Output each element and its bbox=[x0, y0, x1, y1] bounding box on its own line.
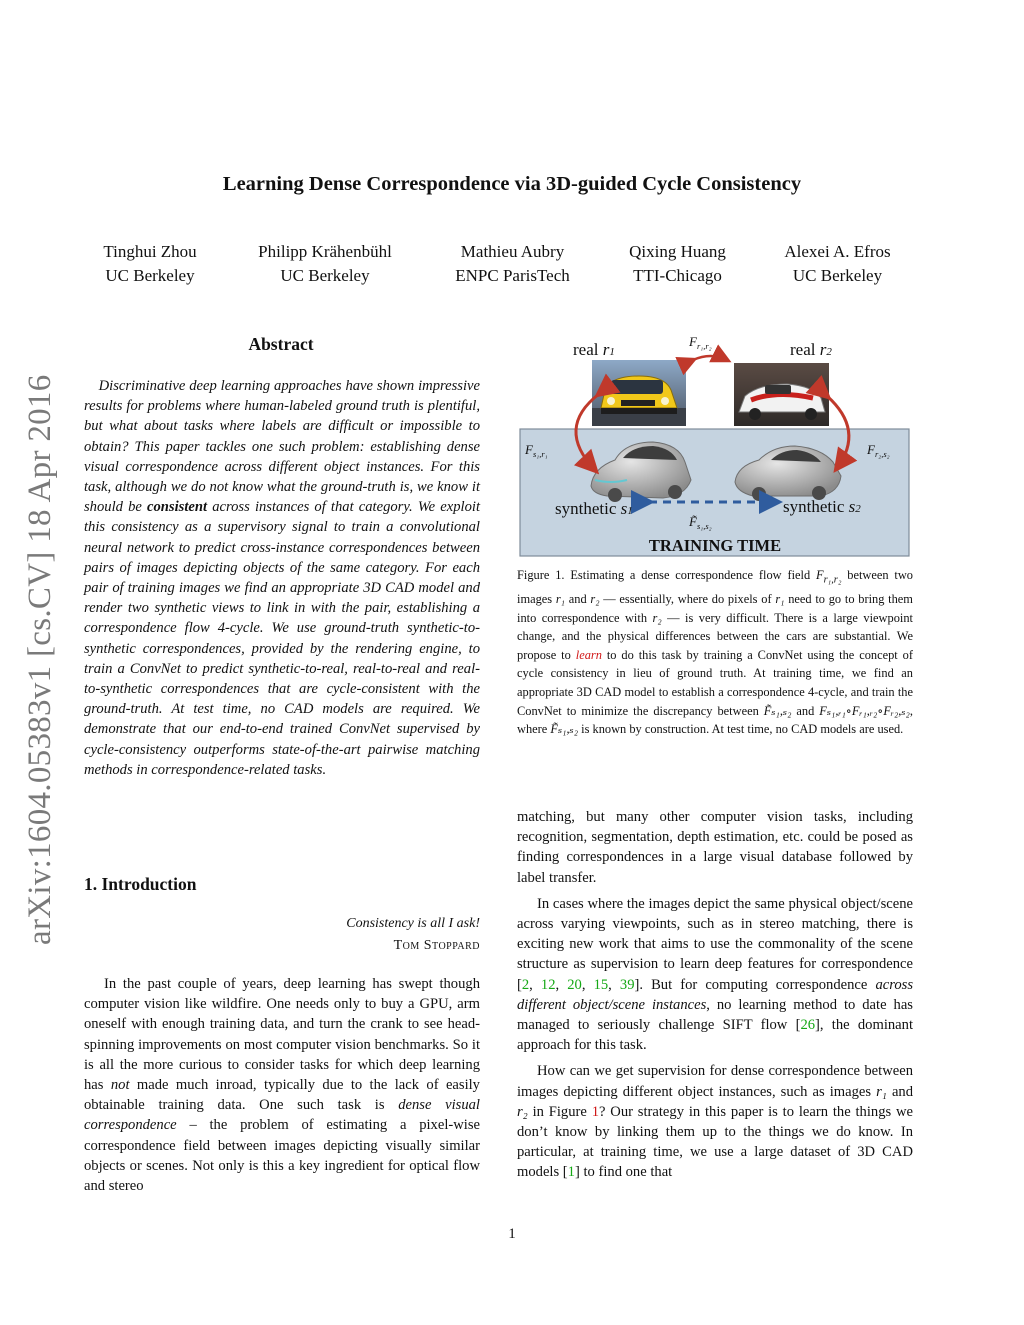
figure-1 bbox=[515, 330, 915, 560]
figure-1-caption: Figure 1. Estimating a dense correspondence flow field $F_{r_1,r_2}$ between two images r₁ and r₂ — essentially, where do pixels of r₁ need to go to bring them into correspondence with r₂ — is very difficult. There is a large viewpoint change, and the physical differences between the cars are substantial. We propose to learn to do this task by training a ConvNet using the concept of cycle consistency in lieu of ground truth. At training time, we find an appropriate 3D CAD model to establish a correspondence 4-cycle, and train the ConvNet to minimize the discrepancy between F̃ₛ₁,ₛ₂ and Fₛ₁,ᵣ₁∘Fᵣ₁,ᵣ₂∘Fᵣ₂,ₛ₂, where F̃ₛ₁,ₛ₂ is known by construction. At test time, no CAD models are used. bbox=[517, 568, 913, 737]
author-block bbox=[430, 240, 595, 288]
citation-link[interactable]: 26 bbox=[800, 1017, 816, 1034]
label-flow-s1-s2: $F̃_{s_1,s_2}$ bbox=[689, 514, 712, 531]
citation-link[interactable]: 15 bbox=[593, 976, 609, 993]
author-block bbox=[235, 240, 415, 288]
intro-paragraph: In the past couple of years, deep learning has swept though computer vision like wildfire. One needs only to buy a GPU, arm oneself with enough training data, and turn the crank to see head-spinning improvements on most computer vision benchmarks. So it is all the more curious to consider tasks for which deep learning has not made much inroad, typically due to the lack of easily obtainable training data. One such task is dense visual correspondence – the problem of estimating a pixel-wise correspondence field between images depicting visually similar objects or scenes. Not only is this a key ingredient for optical flow and stereo bbox=[84, 976, 480, 1195]
label-flow-r1-r2: $F_{r_1,r_2}$ bbox=[689, 334, 712, 351]
author-affiliation: TTI-Chicago bbox=[633, 266, 722, 285]
epigraph-quote: Consistency is all I ask! bbox=[346, 916, 480, 931]
author-block bbox=[605, 240, 750, 288]
citation-link[interactable]: 2 bbox=[521, 976, 530, 993]
page-number: 1 bbox=[508, 1226, 516, 1242]
citation-link[interactable]: 1 bbox=[567, 1164, 575, 1181]
right-column-text bbox=[517, 807, 913, 1183]
paper-title: Learning Dense Correspondence via 3D-guided Cycle Consistency bbox=[222, 173, 802, 195]
arxiv-identifier: arXiv:1604.05383v1 [cs.CV] 18 Apr 2016 bbox=[22, 374, 58, 945]
section-heading-introduction: 1. Introduction bbox=[84, 874, 197, 894]
flow-arrow-r1-r2 bbox=[693, 356, 727, 360]
citation-link[interactable]: 12 bbox=[540, 976, 556, 993]
paragraph: matching, but many other computer vision tasks, including recognition, segmentation, depth estimation, etc. could be posed as finding correspondences in a large visual database followed by label transfer. bbox=[517, 809, 913, 886]
paragraph: How can we get supervision for dense correspondence between images depicting different object instances, such as images r₁ and r₂ in Figure 1? Our strategy in this paper is to learn the things we don’t know by linking them up to the things we do know. In particular, at training time, we use a large dataset of 3D CAD models [1] to find one that bbox=[517, 1063, 914, 1181]
real-image-r2 bbox=[734, 363, 829, 426]
author-block bbox=[760, 240, 915, 288]
abstract-heading: Abstract bbox=[248, 334, 314, 354]
real-image-r1 bbox=[592, 360, 686, 426]
author-block bbox=[75, 240, 225, 288]
label-real-r1: real r1 bbox=[573, 340, 615, 359]
epigraph-author: Tom Stoppard bbox=[393, 938, 480, 953]
author-name: Alexei A. Efros bbox=[784, 242, 891, 261]
author-name: Qixing Huang bbox=[629, 242, 726, 261]
epigraph bbox=[84, 913, 480, 957]
author-name: Mathieu Aubry bbox=[460, 242, 565, 261]
label-real-r2: real r2 bbox=[790, 340, 832, 359]
abstract-emphasis: consistent bbox=[147, 499, 208, 516]
paragraph: In cases where the images depict the same physical object/scene across varying viewpoints, such as in stereo matching, there is exciting new work that aims to use the commonality of the scene structure as supervision to learn deep features for correspondence [2, 12, 20, 15, 39]. But for computing correspondence across different object/scene instances, no learning method to date has managed to seriously challenge SIFT flow [26], the dominant approach for this task. bbox=[517, 895, 914, 1054]
label-flow-r2-s2: $F_{r_2,s_2}$ bbox=[867, 442, 890, 459]
author-name: Philipp Krähenbühl bbox=[258, 242, 392, 261]
author-affiliation: UC Berkeley bbox=[105, 266, 195, 285]
label-synthetic-s1: synthetic s1 bbox=[555, 499, 633, 518]
citation-link[interactable]: 39 bbox=[619, 976, 635, 993]
caption-emphasis-learn: learn bbox=[575, 647, 602, 662]
abstract-text: Discriminative deep learning approaches have shown impressive results for problems where human-labeled ground truth is plentiful, but what about tasks where labels are difficult or impossible to obtain? This paper tackles one such problem: establishing dense visual correspondence across different object instances. For this task, although we do not know what the ground-truth is, we know it should be consistent across instances of that category. We exploit this consistency as a supervisory signal to train a convolutional neural network to predict cross-instance correspondences between pairs of images depicting objects of the same category. For each pair of training images we find an appropriate 3D CAD model and render two synthetic views to link in with the pair, establishing a correspondence flow 4-cycle. We use ground-truth synthetic-to-synthetic correspondences, provided by the rendering engine, to train a ConvNet to predict synthetic-to-real, real-to-real and real-to-synthetic correspondences that are cycle-consistent with the ground-truth. At test time, no CAD models are required. We demonstrate that our end-to-end trained ConvNet supervised by cycle-consistency outperforms state-of-the-art pairwise matching methods in correspondence-related tasks. bbox=[84, 378, 481, 778]
author-affiliation: ENPC ParisTech bbox=[455, 266, 570, 285]
label-synthetic-s2: synthetic s2 bbox=[783, 497, 861, 516]
author-affiliation: UC Berkeley bbox=[792, 266, 883, 285]
figure-reference-link[interactable]: 1 bbox=[591, 1103, 599, 1120]
author-name: Tinghui Zhou bbox=[103, 242, 197, 261]
citation-link[interactable]: 20 bbox=[567, 976, 582, 993]
author-affiliation: UC Berkeley bbox=[280, 266, 370, 285]
training-time-banner: TRAINING TIME bbox=[648, 536, 782, 555]
label-flow-s1-r1: $F_{s_1,r_1}$ bbox=[525, 442, 548, 459]
